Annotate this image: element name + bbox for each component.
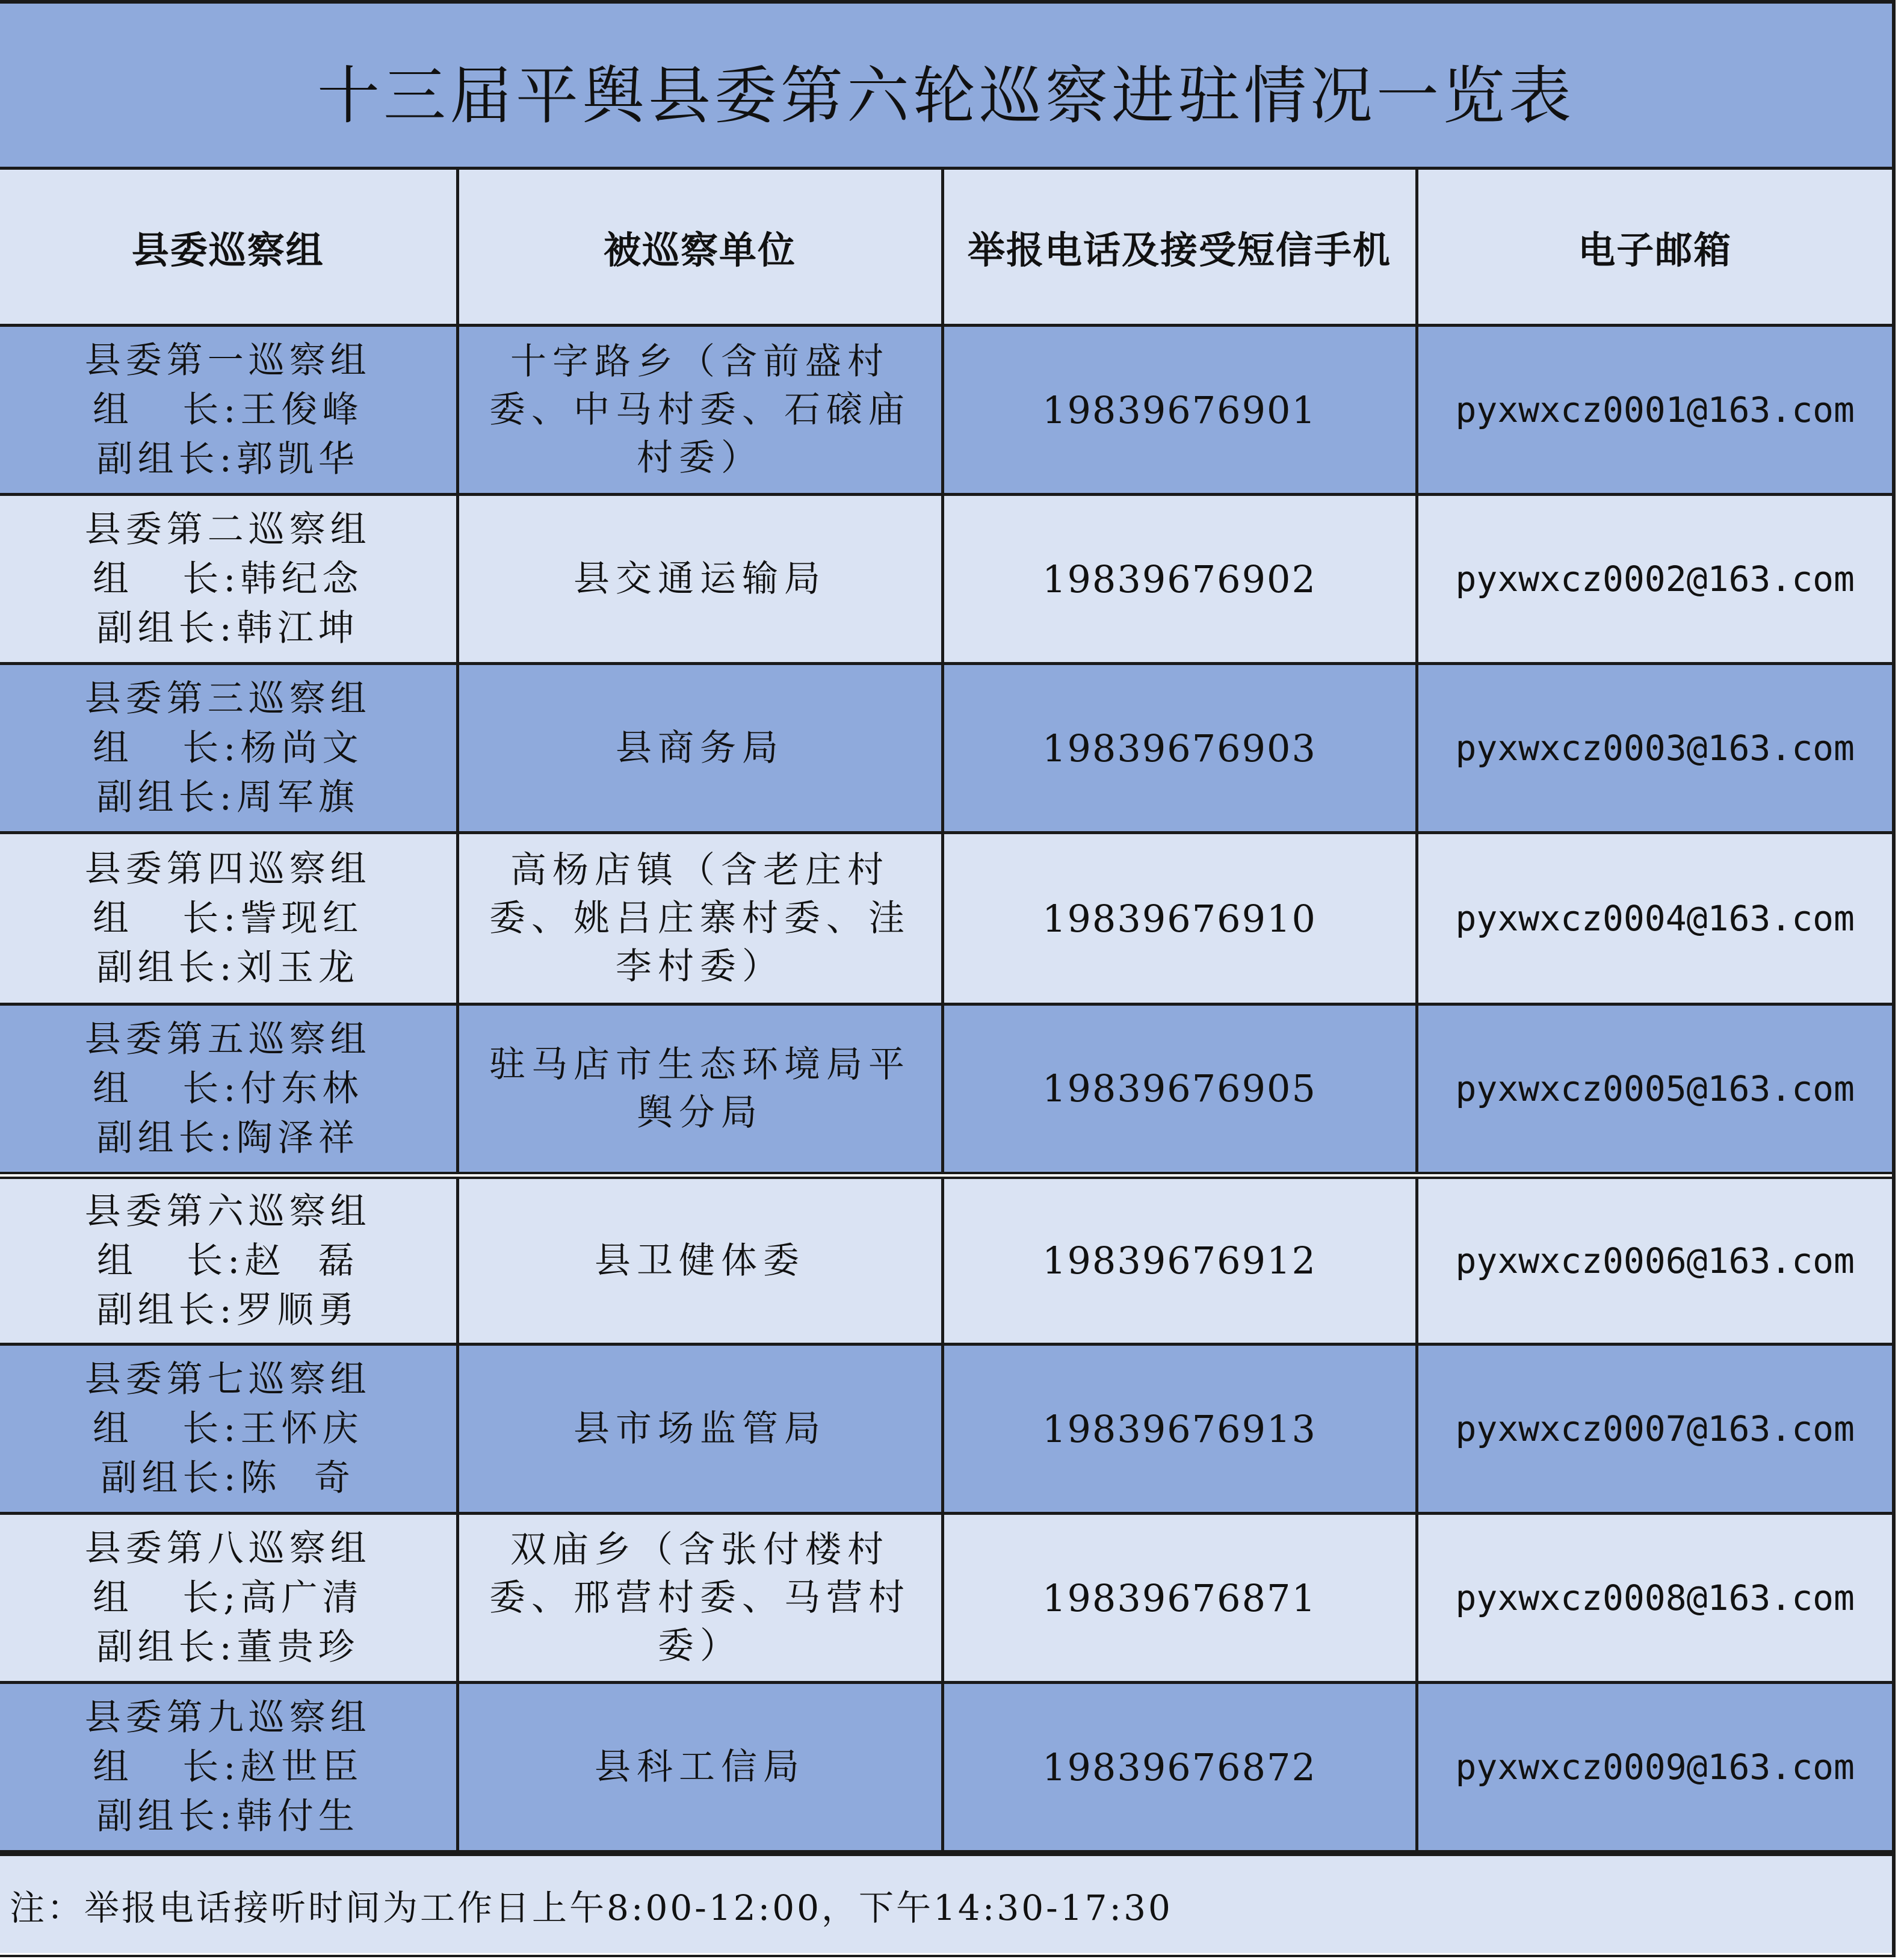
group-name: 县委第一巡察组 xyxy=(84,339,371,382)
inspection-group-cell xyxy=(0,1514,457,1683)
inspection-group-cell xyxy=(0,1345,457,1514)
email-cell: pyxwxcz0005@163.com xyxy=(1417,1004,1892,1175)
inspected-unit-cell: 十字路乡（含前盛村委、中马村委、石磙庙村委） xyxy=(457,326,942,495)
group-name: 县委第六巡察组 xyxy=(84,1190,371,1233)
group-deputy: 副组长:周军旗 xyxy=(96,776,359,819)
inspection-table xyxy=(0,170,1892,1853)
group-name: 县委第五巡察组 xyxy=(84,1018,371,1060)
footnote: 注：举报电话接听时间为工作日上午8:00-12:00，下午14:30-17:30 xyxy=(0,1853,1892,1953)
inspected-unit-cell: 县卫健体委 xyxy=(457,1175,942,1345)
header-report-phone: 举报电话及接受短信手机 xyxy=(942,170,1417,326)
group-name: 县委第九巡察组 xyxy=(84,1697,371,1739)
inspection-group-cell xyxy=(0,833,457,1004)
group-name: 县委第三巡察组 xyxy=(84,678,371,720)
table-row xyxy=(0,1514,1892,1683)
group-leader: 组 长:赵世臣 xyxy=(93,1746,363,1788)
email-cell: pyxwxcz0006@163.com xyxy=(1417,1175,1892,1345)
table-row xyxy=(0,1004,1892,1175)
group-leader: 组 长;高广清 xyxy=(93,1577,363,1619)
report-phone-cell: 19839676913 xyxy=(942,1345,1417,1514)
email-cell: pyxwxcz0007@163.com xyxy=(1417,1345,1892,1514)
header-row xyxy=(0,170,1892,326)
group-deputy: 副组长:罗顺勇 xyxy=(96,1289,359,1331)
group-name: 县委第七巡察组 xyxy=(84,1358,371,1400)
group-deputy: 副组长:韩付生 xyxy=(96,1795,359,1837)
inspection-group-cell xyxy=(0,1004,457,1175)
header-inspection-group: 县委巡察组 xyxy=(0,170,457,326)
group-deputy: 副组长:陶泽祥 xyxy=(96,1116,359,1159)
report-phone-cell: 19839676871 xyxy=(942,1514,1417,1683)
group-deputy: 副组长:陈 奇 xyxy=(100,1457,355,1499)
inspection-group-cell xyxy=(0,495,457,664)
group-name: 县委第二巡察组 xyxy=(84,509,371,551)
group-leader: 组 长:杨尚文 xyxy=(93,727,363,769)
inspected-unit-cell: 县科工信局 xyxy=(457,1683,942,1852)
email-cell: pyxwxcz0001@163.com xyxy=(1417,326,1892,495)
group-leader: 组 长:韩纪念 xyxy=(93,558,363,600)
table-row xyxy=(0,326,1892,495)
group-leader: 组 长:訾现红 xyxy=(93,897,363,939)
group-name: 县委第四巡察组 xyxy=(84,848,371,890)
inspected-unit-cell: 高杨店镇（含老庄村委、姚吕庄寨村委、洼李村委） xyxy=(457,833,942,1004)
email-cell: pyxwxcz0009@163.com xyxy=(1417,1683,1892,1852)
inspection-group-cell xyxy=(0,1683,457,1852)
inspected-unit-cell: 县市场监管局 xyxy=(457,1345,942,1514)
table-row xyxy=(0,833,1892,1004)
table-title: 十三届平舆县委第六轮巡察进驻情况一览表 xyxy=(0,4,1892,170)
header-email: 电子邮箱 xyxy=(1417,170,1892,326)
group-deputy: 副组长:刘玉龙 xyxy=(96,947,359,989)
group-leader: 组 长:赵 磊 xyxy=(96,1239,359,1282)
inspection-group-cell xyxy=(0,1175,457,1345)
header-inspected-unit: 被巡察单位 xyxy=(457,170,942,326)
table-row xyxy=(0,1683,1892,1852)
group-leader: 组 长:付东林 xyxy=(93,1067,363,1110)
group-name: 县委第八巡察组 xyxy=(84,1527,371,1570)
table-row xyxy=(0,1175,1892,1345)
report-phone-cell: 19839676901 xyxy=(942,326,1417,495)
inspected-unit-cell: 县交通运输局 xyxy=(457,495,942,664)
email-cell: pyxwxcz0003@163.com xyxy=(1417,664,1892,833)
email-cell: pyxwxcz0002@163.com xyxy=(1417,495,1892,664)
table-row xyxy=(0,495,1892,664)
inspection-group-cell xyxy=(0,664,457,833)
email-cell: pyxwxcz0004@163.com xyxy=(1417,833,1892,1004)
inspection-group-cell xyxy=(0,326,457,495)
inspected-unit-cell: 县商务局 xyxy=(457,664,942,833)
table-row xyxy=(0,664,1892,833)
report-phone-cell: 19839676902 xyxy=(942,495,1417,664)
email-cell: pyxwxcz0008@163.com xyxy=(1417,1514,1892,1683)
group-deputy: 副组长:郭凯华 xyxy=(96,438,359,480)
group-deputy: 副组长:韩江坤 xyxy=(96,607,359,649)
report-phone-cell: 19839676910 xyxy=(942,833,1417,1004)
report-phone-cell: 19839676912 xyxy=(942,1175,1417,1345)
report-phone-cell: 19839676872 xyxy=(942,1683,1417,1852)
inspected-unit-cell: 驻马店市生态环境局平舆分局 xyxy=(457,1004,942,1175)
group-leader: 组 长:王怀庆 xyxy=(93,1408,363,1450)
report-phone-cell: 19839676903 xyxy=(942,664,1417,833)
inspected-unit-cell: 双庙乡（含张付楼村委、邢营村委、马营村委） xyxy=(457,1514,942,1683)
table-row xyxy=(0,1345,1892,1514)
group-leader: 组 长:王俊峰 xyxy=(93,389,363,431)
group-deputy: 副组长:董贵珍 xyxy=(96,1626,359,1668)
report-phone-cell: 19839676905 xyxy=(942,1004,1417,1175)
